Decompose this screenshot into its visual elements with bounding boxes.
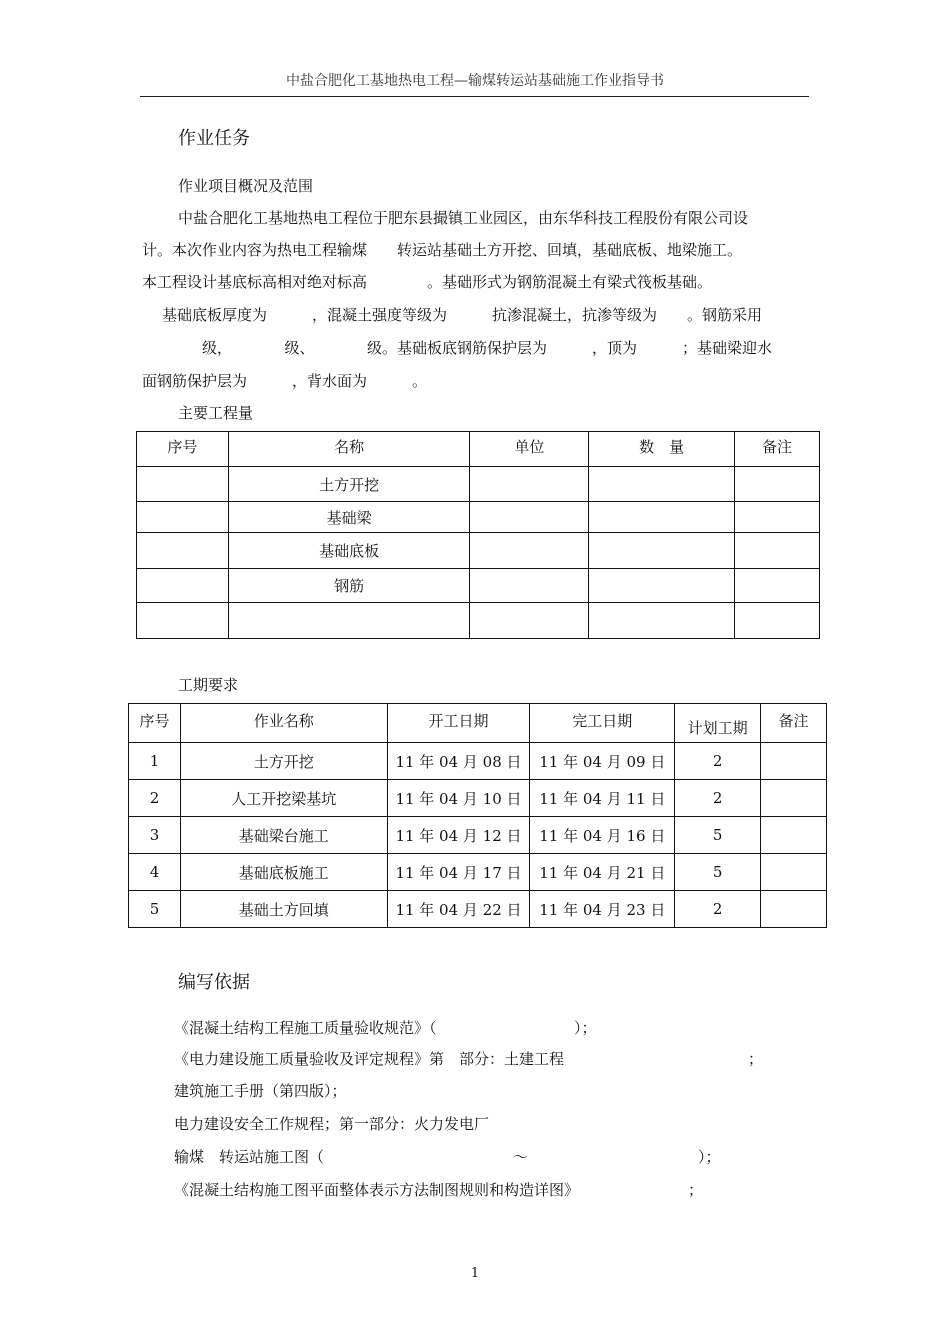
table-cell: 2 bbox=[129, 780, 181, 817]
header-cell-start-date: 开工日期 bbox=[387, 704, 530, 743]
table-row bbox=[137, 533, 820, 569]
table-cell: 11 年 04 月 22 日 bbox=[387, 891, 530, 928]
quantities-table bbox=[136, 431, 820, 639]
subsection-title-overview: 作业项目概况及范围 bbox=[178, 177, 314, 195]
table-cell bbox=[735, 603, 820, 639]
table-cell: 11 年 04 月 10 日 bbox=[387, 780, 530, 817]
overview-line-1: 中盐合肥化工基地热电工程位于肥东县撮镇工业园区，由东华科技工程股份有限公司设 bbox=[178, 209, 749, 227]
table-cell bbox=[589, 467, 735, 502]
header-rule bbox=[140, 96, 809, 97]
section-title-basis: 编写依据 bbox=[178, 972, 250, 993]
table-cell: 土方开挖 bbox=[228, 467, 470, 502]
table-cell: 钢筋 bbox=[228, 569, 470, 603]
table-cell: 11 年 04 月 21 日 bbox=[530, 854, 675, 891]
table-cell: 基础底板 bbox=[228, 533, 470, 569]
header-cell-index: 序号 bbox=[137, 432, 229, 467]
table-cell bbox=[589, 533, 735, 569]
schedule-table bbox=[128, 703, 827, 928]
schedule-title: 工期要求 bbox=[178, 676, 239, 694]
basis-item-6-end: ； bbox=[688, 1181, 704, 1199]
basis-item-3: 建筑施工手册（第四版）； bbox=[174, 1082, 347, 1100]
header-cell-planned-duration: 计划工期 bbox=[675, 704, 761, 743]
table-cell bbox=[470, 569, 589, 603]
basis-item-1-end: ）； bbox=[574, 1019, 597, 1037]
table-row bbox=[137, 502, 820, 533]
table-cell: 11 年 04 月 12 日 bbox=[387, 817, 530, 854]
table-cell bbox=[137, 502, 229, 533]
table-row bbox=[137, 603, 820, 639]
overview-line-5: 级， 级、 级。基础板底钢筋保护层为 ，顶为 ；基础梁迎水 bbox=[142, 339, 773, 357]
table-cell bbox=[470, 467, 589, 502]
table-cell: 人工开挖梁基坑 bbox=[180, 780, 387, 817]
table-cell bbox=[761, 891, 827, 928]
table-cell bbox=[761, 780, 827, 817]
table-cell bbox=[735, 569, 820, 603]
basis-item-2-end: ； bbox=[748, 1050, 764, 1068]
table-cell: 3 bbox=[129, 817, 181, 854]
header-cell-end-date: 完工日期 bbox=[530, 704, 675, 743]
table-cell: 2 bbox=[675, 780, 761, 817]
table-cell bbox=[470, 603, 589, 639]
document-header: 中盐合肥化工基地热电工程—输煤转运站基础施工作业指导书 bbox=[286, 73, 664, 89]
table-row bbox=[129, 891, 827, 928]
table-cell: 2 bbox=[675, 891, 761, 928]
basis-item-5-tilde: ～ bbox=[513, 1148, 529, 1166]
table-cell bbox=[137, 533, 229, 569]
table-cell: 基础底板施工 bbox=[180, 854, 387, 891]
table-row bbox=[129, 743, 827, 780]
header-cell-index: 序号 bbox=[129, 704, 181, 743]
table-cell bbox=[589, 603, 735, 639]
header-cell-name: 名称 bbox=[228, 432, 470, 467]
table-cell: 11 年 04 月 16 日 bbox=[530, 817, 675, 854]
table-cell bbox=[761, 817, 827, 854]
overview-line-2: 计。本次作业内容为热电工程输煤 转运站基础土方开挖、回填，基础底板、地梁施工。 bbox=[142, 241, 743, 259]
table-cell: 基础梁 bbox=[228, 502, 470, 533]
table-cell: 11 年 04 月 09 日 bbox=[530, 743, 675, 780]
table-cell: 11 年 04 月 08 日 bbox=[387, 743, 530, 780]
quantities-header-row bbox=[137, 432, 820, 467]
table-row bbox=[129, 780, 827, 817]
table-cell bbox=[137, 603, 229, 639]
table-cell: 5 bbox=[675, 854, 761, 891]
overview-line-4: 基础底板厚度为 ，混凝土强度等级为 抗渗混凝土，抗渗等级为 。钢筋采用 bbox=[162, 306, 763, 324]
table-row bbox=[137, 467, 820, 502]
table-row bbox=[137, 569, 820, 603]
table-cell bbox=[761, 743, 827, 780]
header-cell-quantity: 数 量 bbox=[589, 432, 735, 467]
basis-item-5-end: ）； bbox=[698, 1148, 721, 1166]
table-row bbox=[129, 854, 827, 891]
table-cell: 11 年 04 月 23 日 bbox=[530, 891, 675, 928]
overview-line-3: 本工程设计基底标高相对绝对标高 。基础形式为钢筋混凝土有梁式筏板基础。 bbox=[142, 273, 713, 291]
table-cell: 5 bbox=[675, 817, 761, 854]
table-cell bbox=[735, 467, 820, 502]
basis-item-5: 输煤 转运站施工图（ bbox=[174, 1148, 325, 1166]
table-cell bbox=[137, 569, 229, 603]
header-cell-remark: 备注 bbox=[735, 432, 820, 467]
table-cell bbox=[735, 533, 820, 569]
table-cell: 11 年 04 月 17 日 bbox=[387, 854, 530, 891]
table-cell bbox=[735, 502, 820, 533]
table-cell bbox=[470, 533, 589, 569]
table-cell: 基础土方回填 bbox=[180, 891, 387, 928]
table-cell: 5 bbox=[129, 891, 181, 928]
basis-item-2: 《电力建设施工质量验收及评定规程》第 部分：土建工程 bbox=[174, 1050, 565, 1068]
schedule-header-row bbox=[129, 704, 827, 743]
table-cell bbox=[137, 467, 229, 502]
table-row bbox=[129, 817, 827, 854]
table-cell bbox=[589, 502, 735, 533]
table-cell: 11 年 04 月 11 日 bbox=[530, 780, 675, 817]
table-cell bbox=[589, 569, 735, 603]
table-cell: 土方开挖 bbox=[180, 743, 387, 780]
basis-item-1: 《混凝土结构工程施工质量验收规范》（ bbox=[174, 1019, 437, 1037]
table-cell: 2 bbox=[675, 743, 761, 780]
basis-item-4: 电力建设安全工作规程；第一部分：火力发电厂 bbox=[174, 1115, 490, 1133]
header-cell-task-name: 作业名称 bbox=[180, 704, 387, 743]
header-cell-unit: 单位 bbox=[470, 432, 589, 467]
overview-line-6: 面钢筋保护层为 ，背水面为 。 bbox=[142, 372, 428, 390]
table-cell: 1 bbox=[129, 743, 181, 780]
table-cell bbox=[228, 603, 470, 639]
section-title-task: 作业任务 bbox=[178, 128, 250, 149]
quantities-title: 主要工程量 bbox=[178, 404, 254, 422]
table-cell bbox=[761, 854, 827, 891]
table-cell bbox=[470, 502, 589, 533]
page-number: 1 bbox=[470, 1266, 480, 1281]
table-cell: 基础梁台施工 bbox=[180, 817, 387, 854]
basis-item-6: 《混凝土结构施工图平面整体表示方法制图规则和构造详图》 bbox=[174, 1181, 580, 1199]
table-cell: 4 bbox=[129, 854, 181, 891]
header-cell-remark: 备注 bbox=[761, 704, 827, 743]
